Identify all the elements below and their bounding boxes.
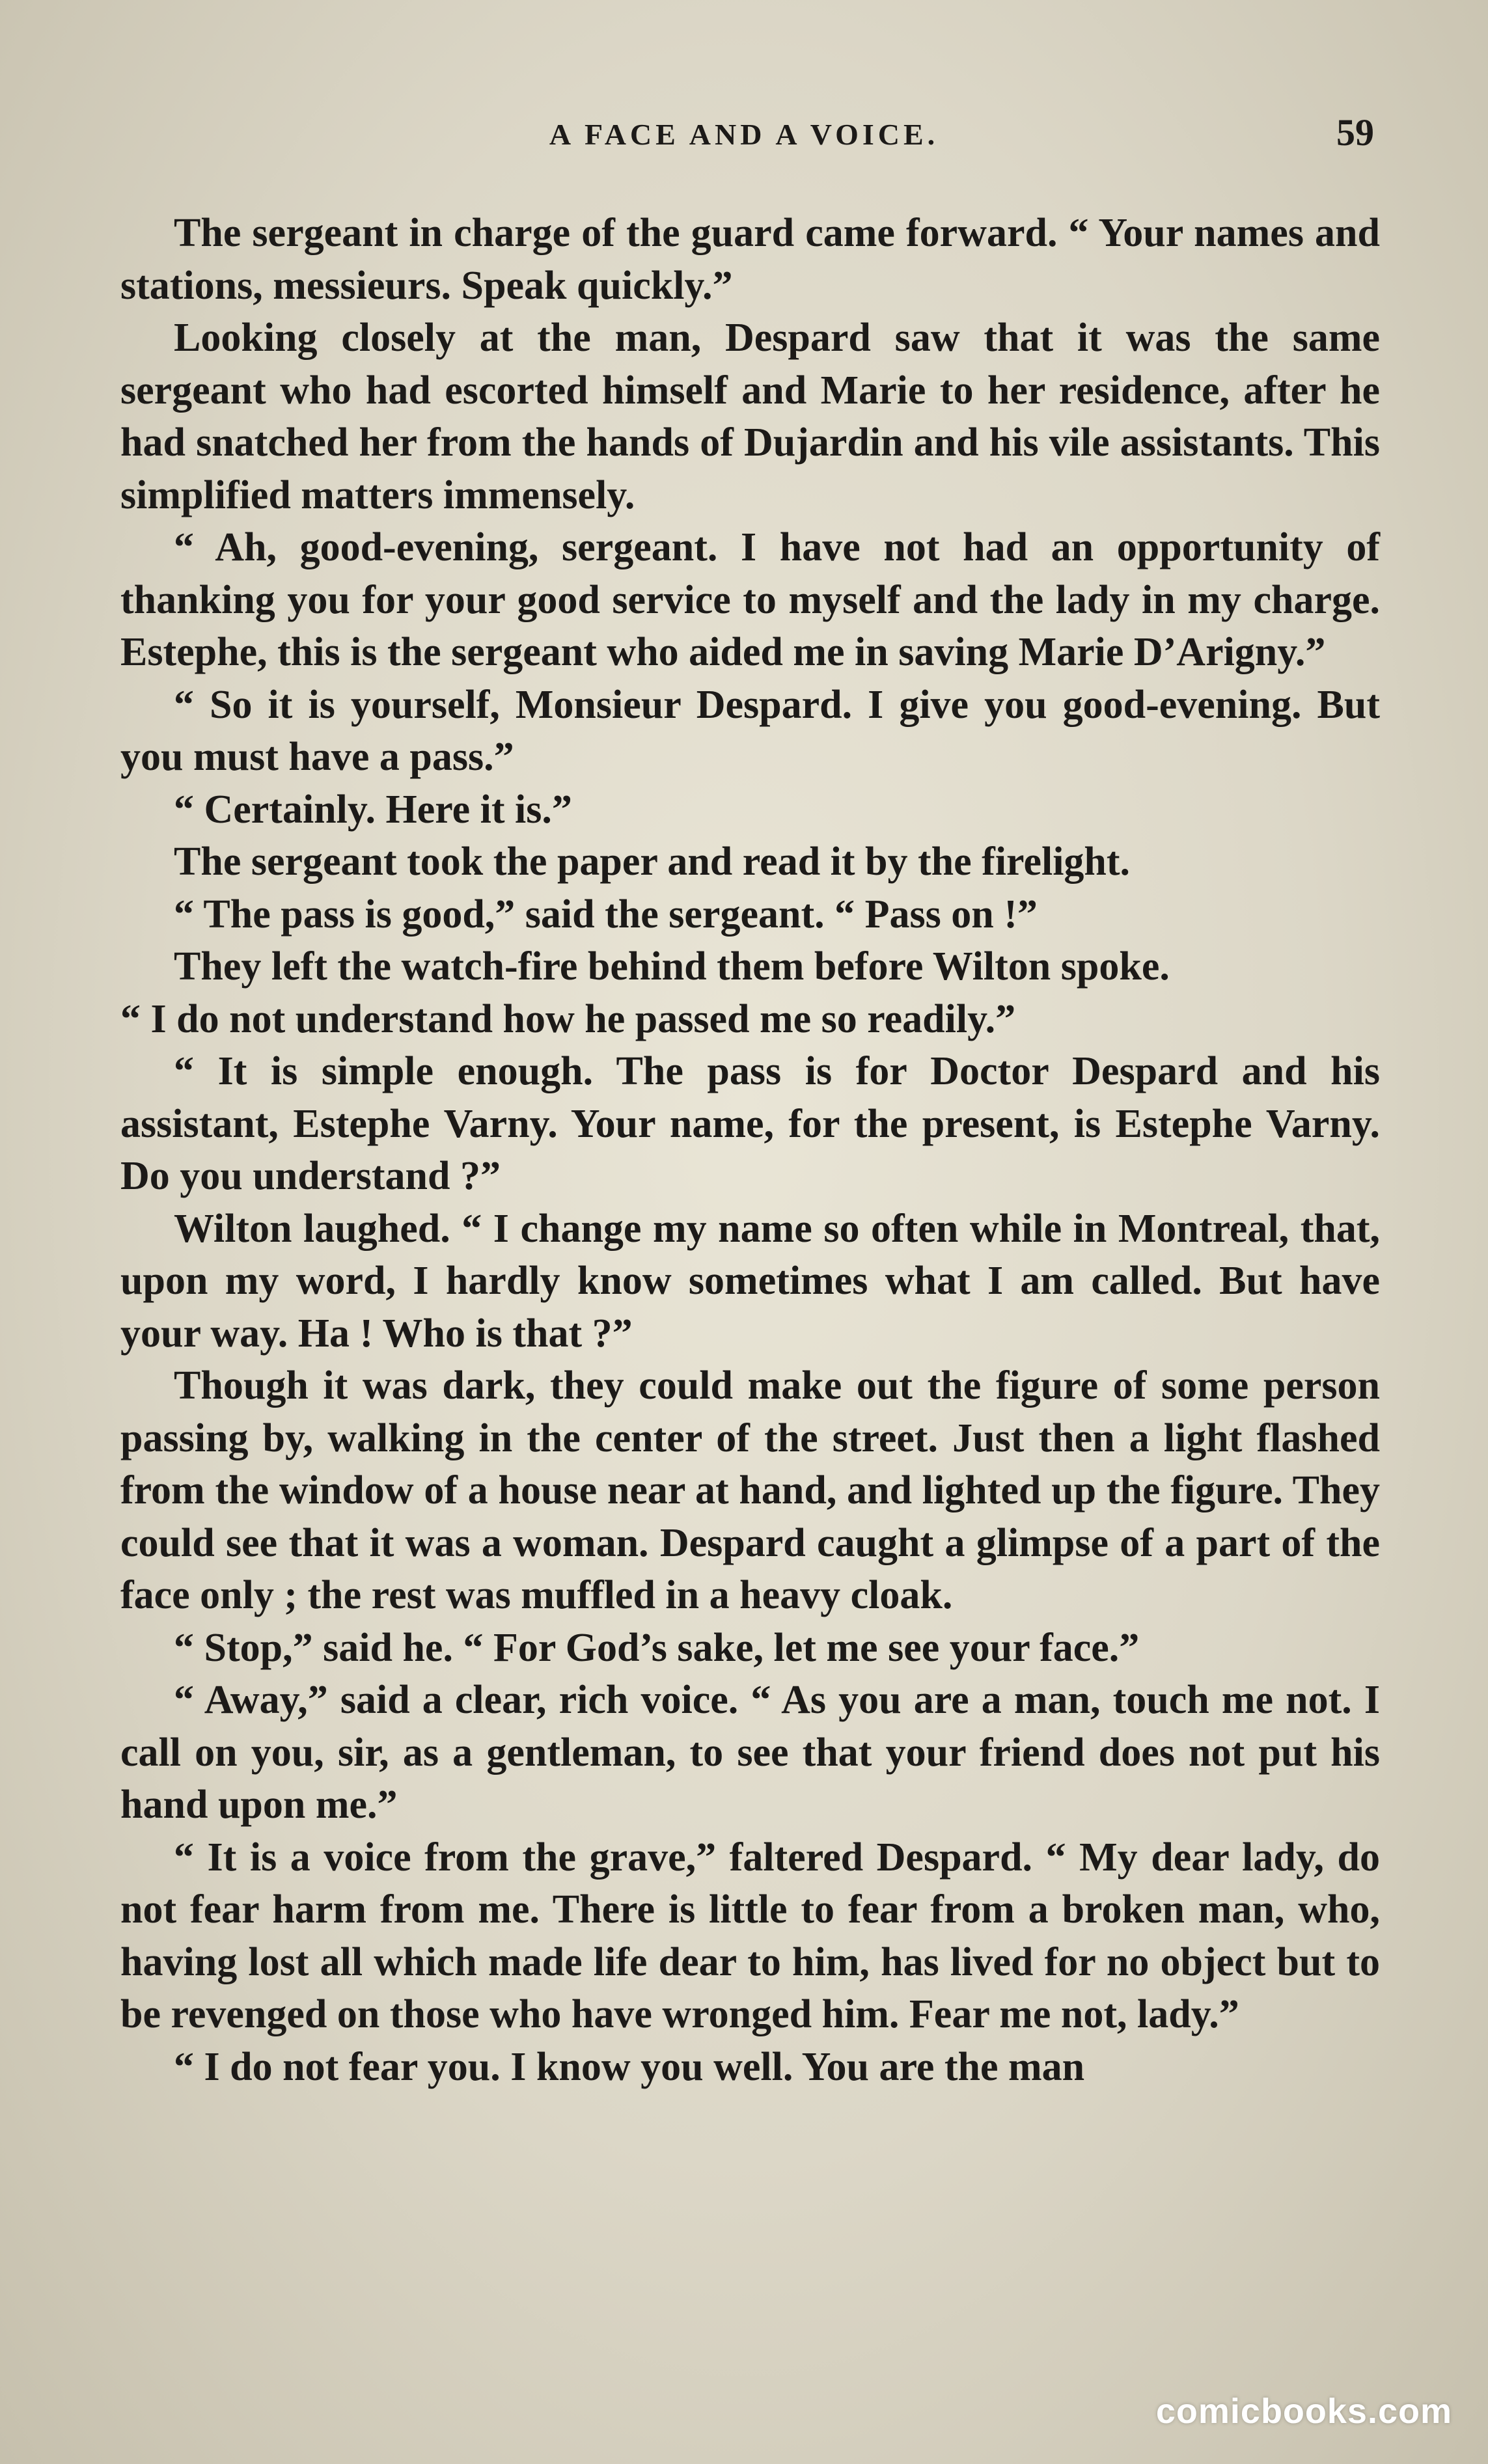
running-head: A FACE AND A VOICE. xyxy=(549,118,939,151)
paragraph: “ Ah, good-evening, sergeant. I have not had an opportunity of thanking you for your good service to myself and the lady in my charge. Estephe, this is the sergeant who aided me in saving Marie D’Arigny.” xyxy=(120,525,1380,674)
paragraph: “ The pass is good,” said the sergeant. “ Pass on !” xyxy=(174,892,1038,937)
paragraph: “ It is a voice from the grave,” faltered Despard. “ My dear lady, do not fear harm from me. There is little to fear from a broken man, who, having lost all which made life dear to him, has lived for no object but to be revenged on those who have wronged him. Fear me not, lady.” xyxy=(120,1835,1380,2036)
paragraph: “ Stop,” said he. “ For God’s sake, let me see your face.” xyxy=(174,1625,1140,1670)
paragraph: “ Certainly. Here it is.” xyxy=(174,787,572,832)
paragraph: The sergeant in charge of the guard came forward. “ Your names and stations, messieurs. Speak quickly.” xyxy=(120,211,1380,308)
paragraph: They left the watch-fire behind them before Wilton spoke. xyxy=(174,944,1170,989)
watermark: comicbooks.com xyxy=(1155,2392,1452,2431)
paragraph: The sergeant took the paper and read it by the firelight. xyxy=(174,840,1131,884)
paragraph: “ It is simple enough. The pass is for Doctor Despard and his assistant, Estephe Varny. Your name, for the present, is Estephe Varny. Do you understand ?” xyxy=(120,1049,1380,1198)
paragraph: Looking closely at the man, Despard saw that it was the same sergeant who had escorted himself and Marie to her residence, after he had snatched her from the hands of Dujardin and his vile assistants. This simplified matters immensely. xyxy=(120,316,1380,517)
paragraph: Wilton laughed. “ I change my name so often while in Montreal, that, upon my word, I hardly know sometimes what I am called. But have your way. Ha ! Who is that ?” xyxy=(120,1206,1380,1356)
page-number: 59 xyxy=(1336,111,1374,154)
paragraph: “ I do not understand how he passed me so readily.” xyxy=(120,996,1016,1041)
body-text xyxy=(120,207,1380,2093)
paragraph: “ So it is yourself, Monsieur Despard. I give you good-evening. But you must have a pass.” xyxy=(120,682,1380,779)
paragraph: Though it was dark, they could make out the figure of some person passing by, walking in the center of the street. Just then a light flashed from the window of a house near at hand, and lighted up the figure. They could see that it was a woman. Despard caught a glimpse of a part of the face only ; the rest was muffled in a heavy cloak. xyxy=(120,1363,1380,1617)
paragraph: “ I do not fear you. I know you well. You are the man xyxy=(174,2044,1085,2089)
page-header xyxy=(0,111,1488,176)
paragraph: “ Away,” said a clear, rich voice. “ As you are a man, touch me not. I call on you, sir, as a gentleman, to see that your friend does not put his hand upon me.” xyxy=(120,1678,1380,1827)
